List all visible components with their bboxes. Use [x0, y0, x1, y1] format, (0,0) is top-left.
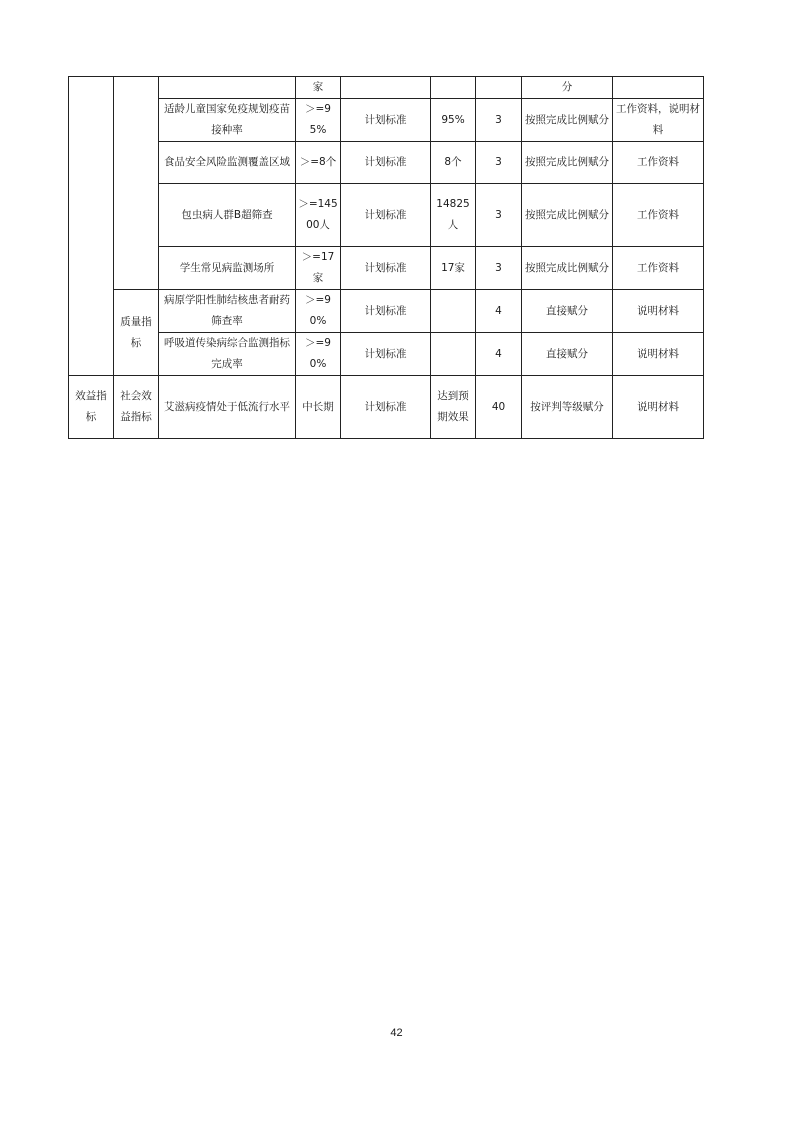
standard-cell: 计划标准: [341, 247, 431, 290]
table-row: [69, 247, 704, 290]
indicator-cell: 艾滋病疫情处于低流行水平: [159, 376, 296, 439]
method-cell: 直接赋分: [522, 333, 613, 376]
performance-indicator-table: [68, 76, 704, 439]
evidence-cell: 说明材料: [613, 290, 704, 333]
score-cell: 4: [476, 333, 522, 376]
score-cell: [476, 77, 522, 99]
method-cell: 按照完成比例赋分: [522, 142, 613, 184]
table-row: [69, 290, 704, 333]
value-cell: 中长期: [296, 376, 341, 439]
method-cell: 按照完成比例赋分: [522, 247, 613, 290]
score-cell: 4: [476, 290, 522, 333]
target-cell: 8个: [431, 142, 476, 184]
evidence-cell: 工作资料，说明材料: [613, 99, 704, 142]
method-cell: 按照完成比例赋分: [522, 99, 613, 142]
table-row: [69, 99, 704, 142]
value-cell: ＞=8个: [296, 142, 341, 184]
indicator-cell: 包虫病人群B超筛查: [159, 184, 296, 247]
standard-cell: 计划标准: [341, 376, 431, 439]
score-cell: 40: [476, 376, 522, 439]
value-cell: 家: [296, 77, 341, 99]
method-cell: 分: [522, 77, 613, 99]
table-row: [69, 376, 704, 439]
target-cell: [431, 333, 476, 376]
category-cell: 社会效益指标: [114, 376, 159, 439]
standard-cell: 计划标准: [341, 142, 431, 184]
indicator-cell: 食品安全风险监测覆盖区域: [159, 142, 296, 184]
value-cell: ＞=14500人: [296, 184, 341, 247]
category-cell-empty: [114, 77, 159, 290]
table-row: [69, 184, 704, 247]
target-cell: 14825人: [431, 184, 476, 247]
score-cell: 3: [476, 184, 522, 247]
value-cell: ＞=17家: [296, 247, 341, 290]
evidence-cell: 工作资料: [613, 247, 704, 290]
target-cell: 17家: [431, 247, 476, 290]
indicator-cell: [159, 77, 296, 99]
evidence-cell: [613, 77, 704, 99]
level1-cell-empty: [69, 77, 114, 376]
evidence-cell: 工作资料: [613, 142, 704, 184]
value-cell: ＞=90%: [296, 290, 341, 333]
method-cell: 按评判等级赋分: [522, 376, 613, 439]
standard-cell: 计划标准: [341, 333, 431, 376]
table-row: [69, 333, 704, 376]
value-cell: ＞=95%: [296, 99, 341, 142]
evidence-cell: 说明材料: [613, 376, 704, 439]
indicator-cell: 学生常见病监测场所: [159, 247, 296, 290]
indicator-cell: 呼吸道传染病综合监测指标完成率: [159, 333, 296, 376]
method-cell: 按照完成比例赋分: [522, 184, 613, 247]
standard-cell: [341, 77, 431, 99]
page-number: 42: [390, 1027, 403, 1039]
indicator-cell: 病原学阳性肺结核患者耐药筛查率: [159, 290, 296, 333]
level1-cell: 效益指标: [69, 376, 114, 439]
standard-cell: 计划标准: [341, 184, 431, 247]
standard-cell: 计划标准: [341, 99, 431, 142]
standard-cell: 计划标准: [341, 290, 431, 333]
method-cell: 直接赋分: [522, 290, 613, 333]
target-cell: 95%: [431, 99, 476, 142]
category-cell: 质量指标: [114, 290, 159, 376]
target-cell: 达到预期效果: [431, 376, 476, 439]
evidence-cell: 工作资料: [613, 184, 704, 247]
indicator-cell: 适龄儿童国家免疫规划疫苗接种率: [159, 99, 296, 142]
evidence-cell: 说明材料: [613, 333, 704, 376]
score-cell: 3: [476, 99, 522, 142]
table-row: [69, 142, 704, 184]
table-row: [69, 77, 704, 99]
score-cell: 3: [476, 247, 522, 290]
target-cell: [431, 77, 476, 99]
score-cell: 3: [476, 142, 522, 184]
target-cell: [431, 290, 476, 333]
value-cell: ＞=90%: [296, 333, 341, 376]
